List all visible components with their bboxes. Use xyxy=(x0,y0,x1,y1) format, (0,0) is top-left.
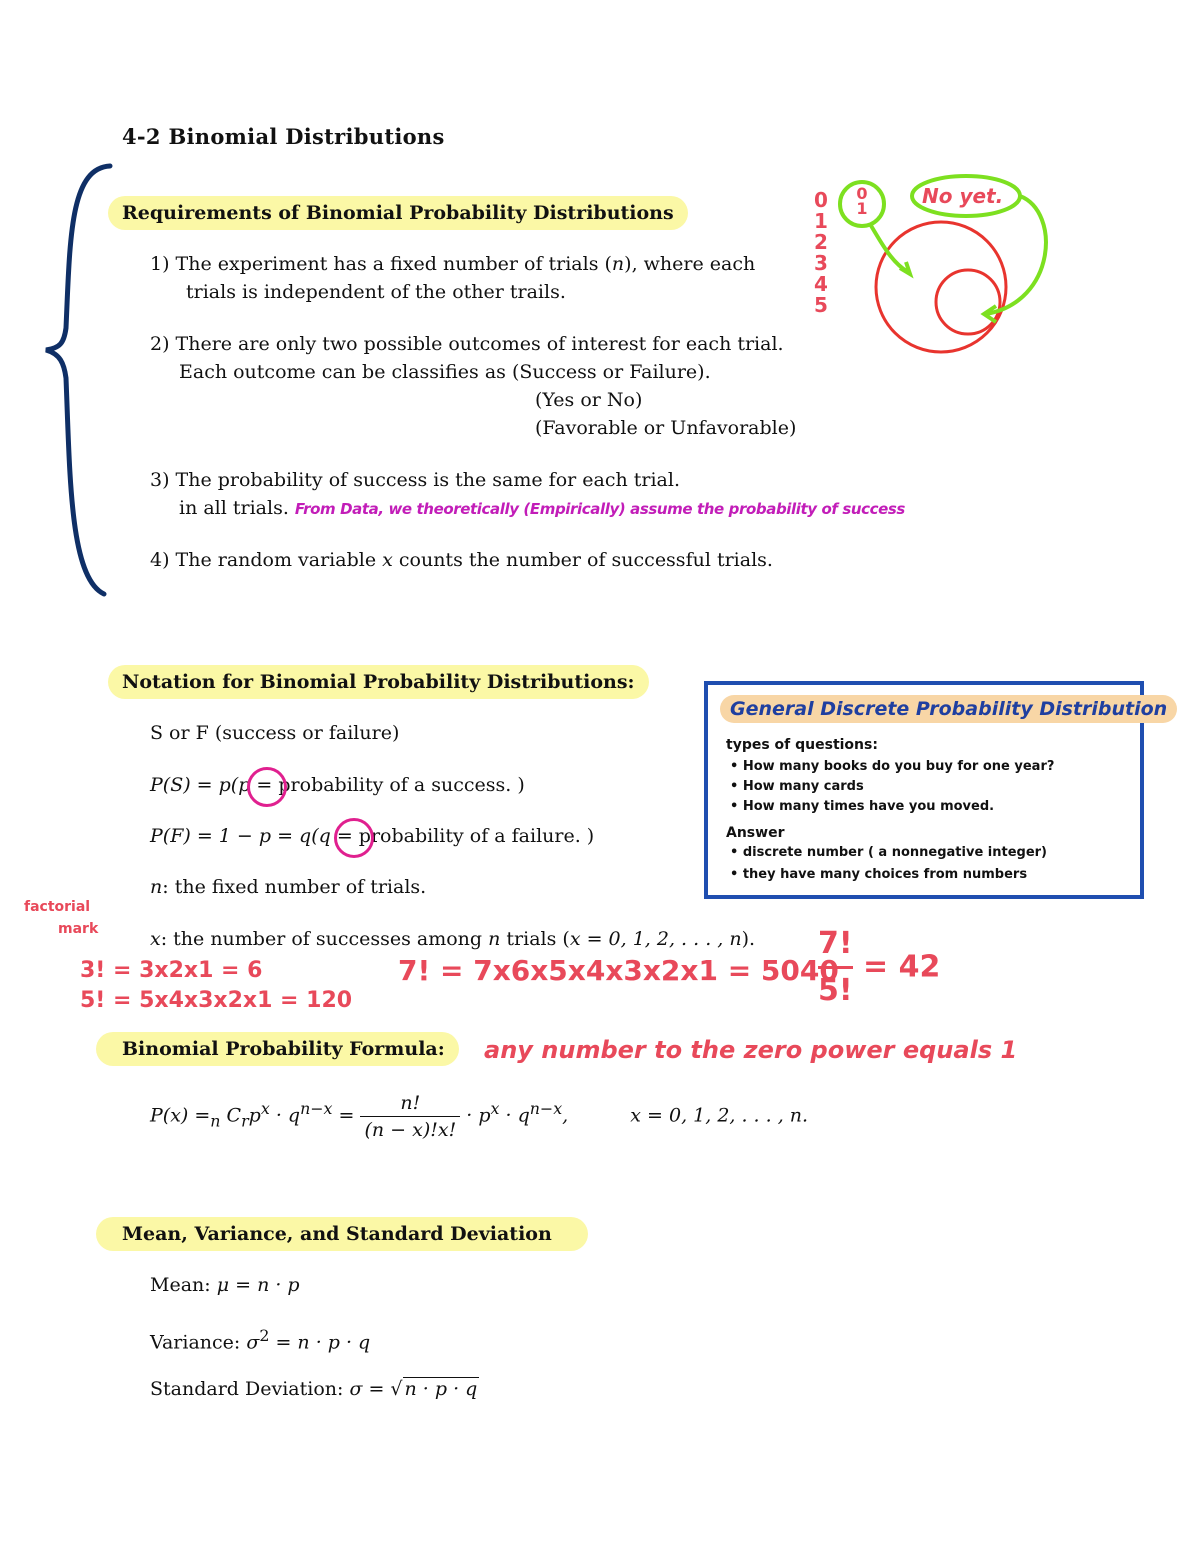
handwritten-seven-factorial: 7! = 7x6x5x4x3x2x1 = 5040 xyxy=(398,954,839,987)
notation-line-1: S or F (success or failure) xyxy=(150,722,400,744)
general-discrete-probability-box xyxy=(704,681,1168,899)
annotation-box-heading: General Discrete Probability Distribution xyxy=(720,695,1177,723)
annotation-types-label: types of questions: xyxy=(726,737,878,753)
handwritten-zero-power-note: any number to the zero power equals 1 xyxy=(484,1036,1018,1064)
annotation-answer-1: • discrete number ( a nonnegative integer) xyxy=(730,845,1048,860)
annotation-question-2: • How many cards xyxy=(730,779,864,794)
mean-line: Mean: μ = n · p xyxy=(150,1274,300,1296)
requirement-2-line-3: (Yes or No) xyxy=(535,389,643,411)
handwritten-zero-one: 0 1 xyxy=(856,184,868,218)
annotation-answer-2: • they have many choices from numbers xyxy=(730,867,1028,882)
notation-line-3: P(F) = 1 − p = q(q = probability of a failure. ) xyxy=(150,825,595,847)
handwritten-fraction: $\frac{7!}{5!}$ = 42 xyxy=(818,922,940,1013)
standard-deviation-line: Standard Deviation: σ = √ n · p · q xyxy=(150,1378,478,1400)
requirement-4: 4) The random variable x counts the number of successful trials. xyxy=(150,549,773,571)
notation-line-5: x: the number of successes among n trials (x = 0, 1, 2, . . . , n). xyxy=(150,928,756,950)
q-circle-mark xyxy=(334,818,374,858)
page-title: 4-2 Binomial Distributions xyxy=(122,124,445,149)
handwritten-five-factorial: 5! = 5x4x3x2x1 = 120 xyxy=(80,988,353,1013)
binomial-formula: $P(x) =_n$ $C_rp^x \cdot q^{n-x}$ = $\frac{n!}{(n - x)!x!}$ · $p^x \cdot q^{n-x}$, x = 0, 1, 2, . . . , n. xyxy=(150,1092,809,1141)
notation-heading: Notation for Binomial Probability Distributions: xyxy=(108,665,649,699)
curly-brace-icon xyxy=(30,158,120,602)
requirement-3-line-2: in all trials. From Data, we theoretically (Empirically) assume the probability of success xyxy=(179,497,905,519)
requirement-3-line-1: 3) The probability of success is the same for each trial. xyxy=(150,469,680,491)
formula-heading: Binomial Probability Formula: xyxy=(96,1032,459,1066)
requirement-2-line-2: Each outcome can be classifies as (Success or Failure). xyxy=(179,361,711,383)
requirement-1-line-2: trials is independent of the other trails. xyxy=(186,281,566,303)
requirements-heading: Requirements of Binomial Probability Distributions xyxy=(108,196,688,230)
requirement-2-line-4: (Favorable or Unfavorable) xyxy=(535,417,797,439)
requirement-2-line-1: 2) There are only two possible outcomes of interest for each trial. xyxy=(150,333,784,355)
mean-variance-sd-heading: Mean, Variance, and Standard Deviation xyxy=(96,1217,588,1251)
handwritten-factorial-note: factorial mark xyxy=(24,899,99,937)
handwritten-no-yet: No yet. xyxy=(922,184,1004,208)
annotation-answer-label: Answer xyxy=(726,825,785,841)
handwritten-three-factorial: 3! = 3x2x1 = 6 xyxy=(80,958,263,983)
handwritten-from-data-note: From Data, we theoretically (Empirically) assume the probability of success xyxy=(294,500,905,518)
handwritten-digit-column: 0 1 2 3 4 5 xyxy=(814,188,828,317)
p-circle-mark xyxy=(247,767,287,807)
notation-line-2: P(S) = p(p = probability of a success. ) xyxy=(150,774,525,796)
annotation-question-3: • How many times have you moved. xyxy=(730,799,995,814)
notation-line-4: n: the fixed number of trials. xyxy=(150,876,427,898)
requirement-1-line-1: 1) The experiment has a fixed number of trials (n), where each xyxy=(150,253,756,275)
annotation-question-1: • How many books do you buy for one year? xyxy=(730,759,1055,774)
variance-line: Variance: $\sigma^2 = n \cdot p \cdot q$ xyxy=(150,1326,371,1354)
